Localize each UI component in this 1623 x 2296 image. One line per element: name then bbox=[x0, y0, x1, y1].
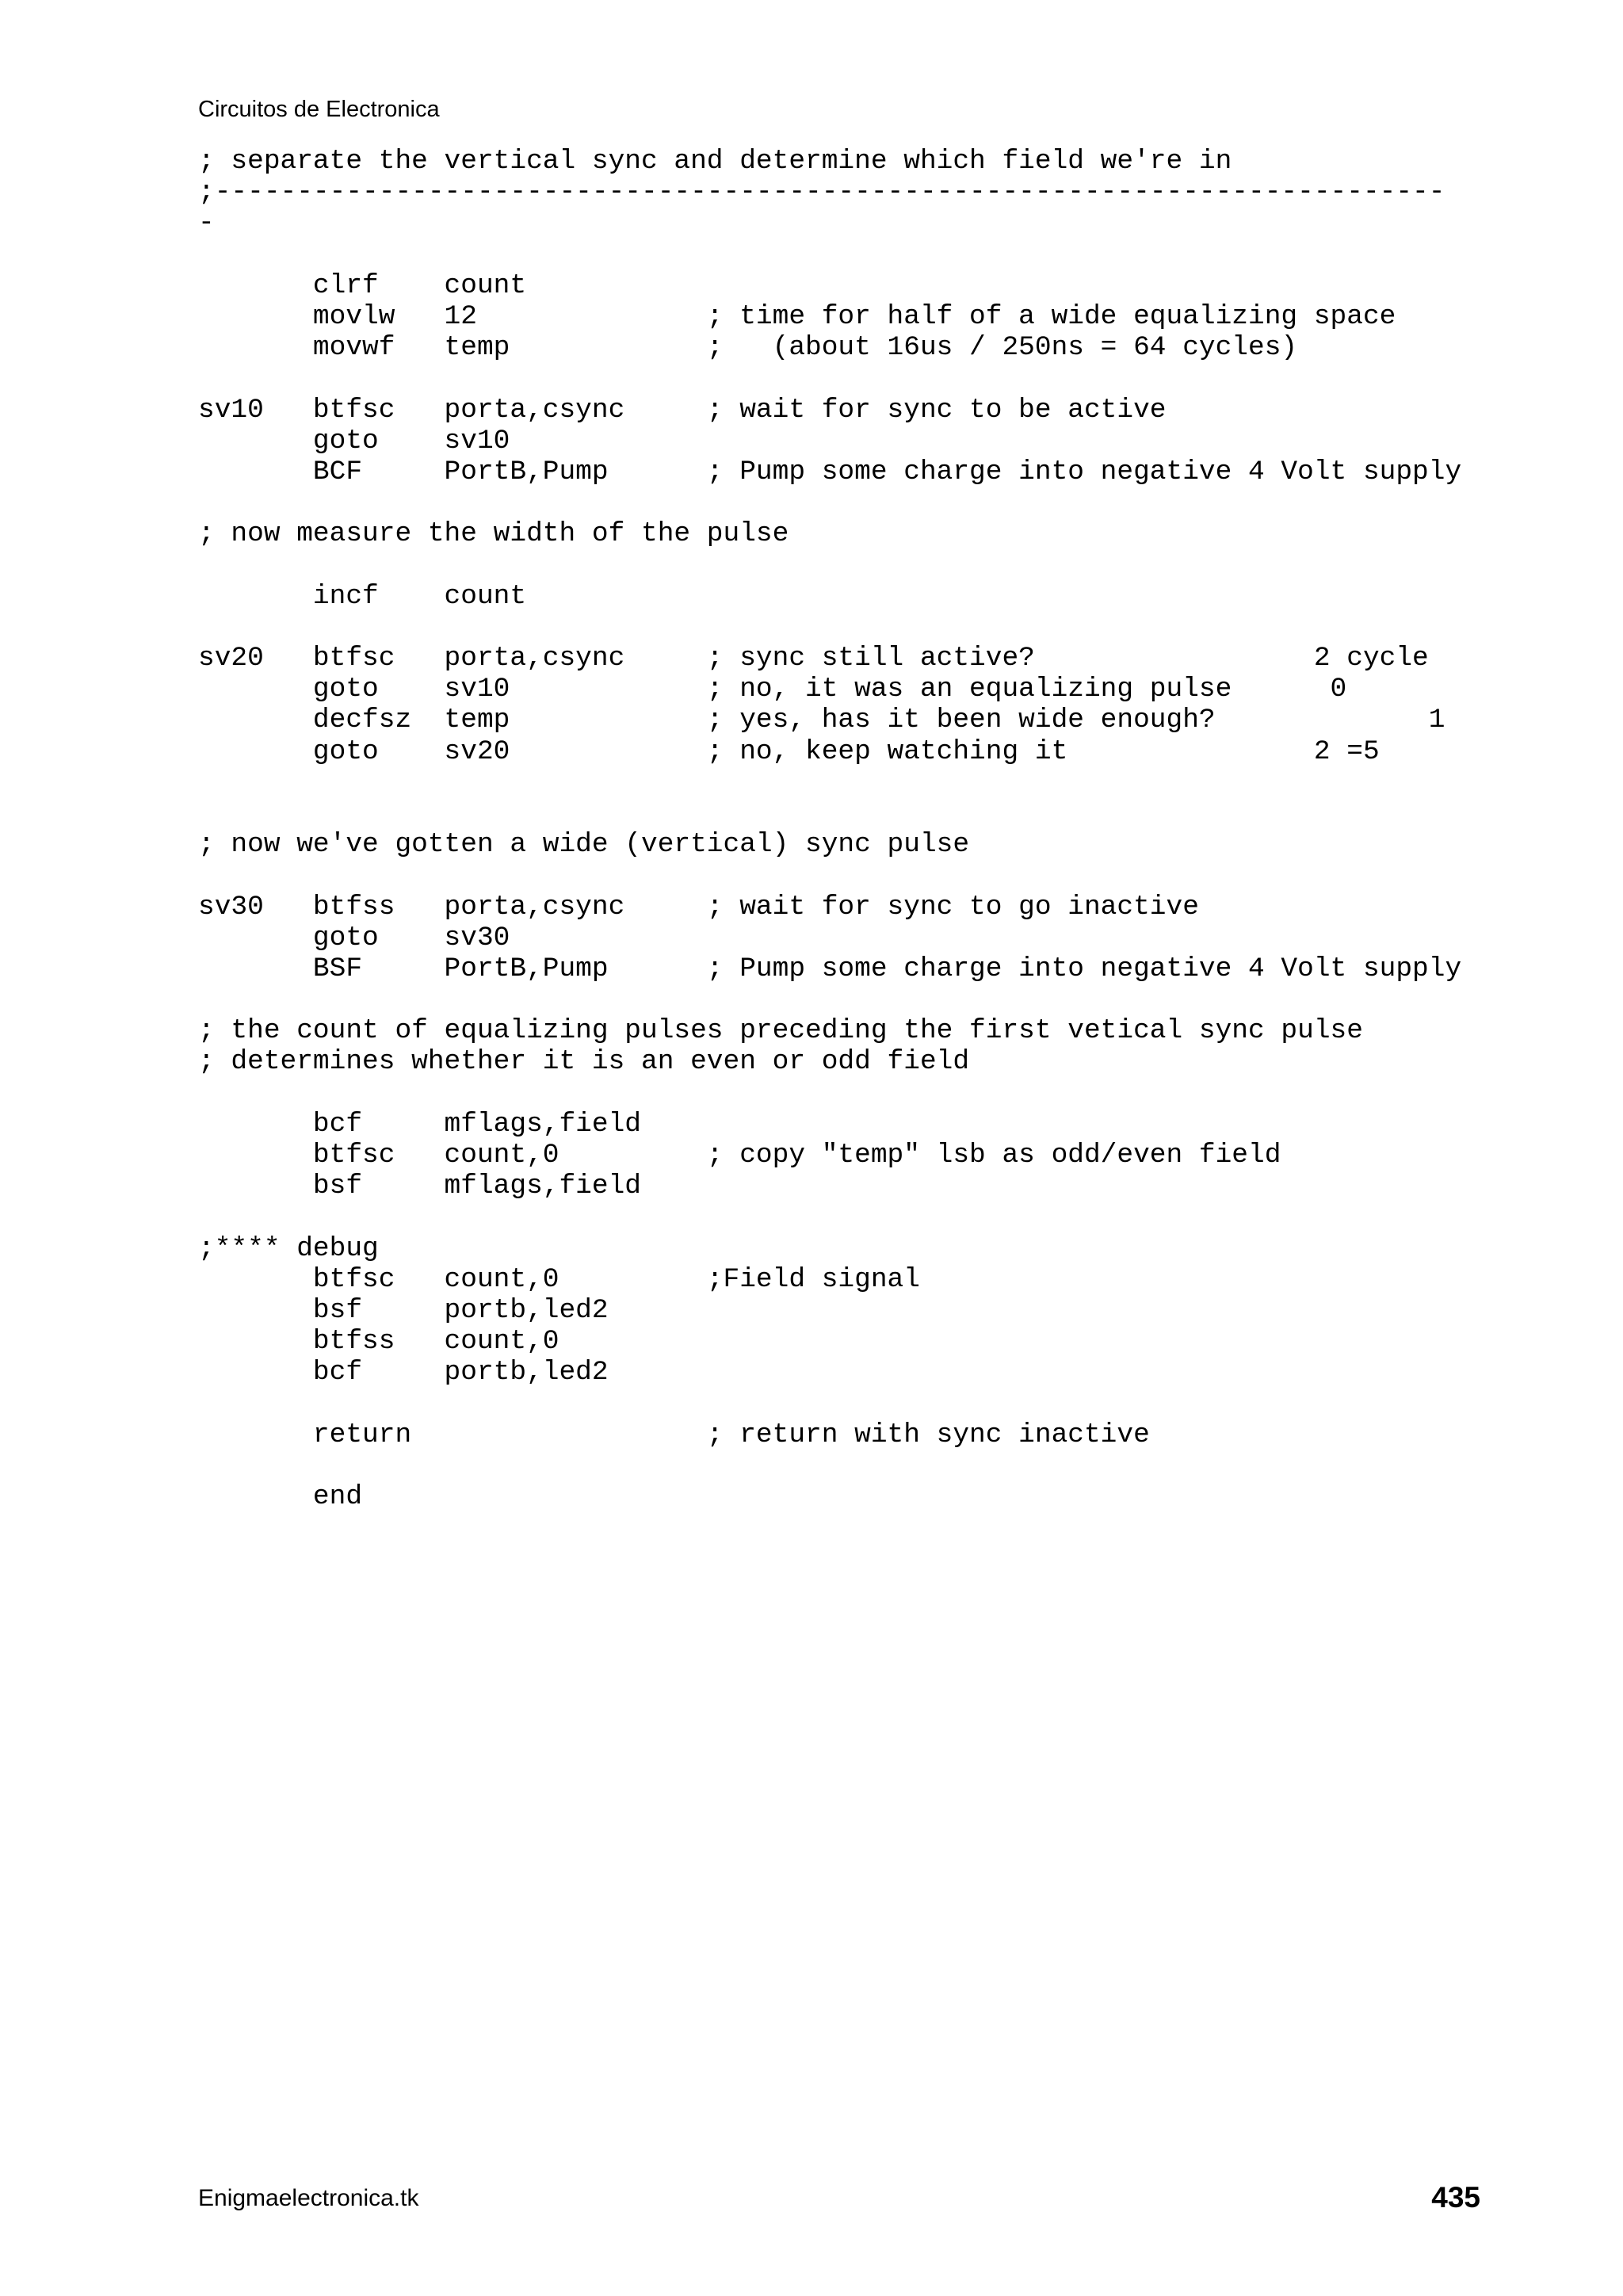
code-line bbox=[198, 1450, 1461, 1481]
code-line bbox=[198, 363, 1461, 394]
code-line: clrf count bbox=[198, 269, 527, 301]
code-line: sv30 btfss porta,csync ; wait for sync to go inactive bbox=[198, 891, 1199, 923]
code-line: sv20 btfsc porta,csync ; sync still active? 2 cycle bbox=[198, 643, 1429, 674]
code-line: bsf mflags,field bbox=[198, 1171, 641, 1202]
code-line: return ; return with sync inactive bbox=[198, 1419, 1150, 1450]
code-line bbox=[198, 1078, 1461, 1109]
code-line: btfsc count,0 ;Field signal bbox=[198, 1263, 920, 1295]
page-number: 435 bbox=[1431, 2181, 1480, 2214]
code-line: end bbox=[198, 1481, 363, 1513]
code-line: BCF PortB,Pump ; Pump some charge into negative 4 Volt supply bbox=[198, 456, 1462, 487]
code-line: ; now we've gotten a wide (vertical) sync pulse bbox=[198, 829, 970, 861]
code-line: goto sv10 bbox=[198, 425, 510, 457]
code-listing bbox=[198, 146, 1461, 1512]
code-line: goto sv20 ; no, keep watching it 2 =5 bbox=[198, 735, 1380, 767]
code-line: - bbox=[198, 208, 215, 239]
code-line: movlw 12 ; time for half of a wide equalizing space bbox=[198, 300, 1396, 332]
code-line: bcf portb,led2 bbox=[198, 1357, 609, 1389]
code-line: goto sv10 ; no, it was an equalizing pulse 0 bbox=[198, 674, 1347, 705]
running-header: Circuitos de Electronica bbox=[198, 97, 440, 122]
code-line: incf count bbox=[198, 580, 527, 612]
code-line: decfsz temp ; yes, has it been wide enough? 1 bbox=[198, 705, 1445, 736]
code-line: sv10 btfsc porta,csync ; wait for sync to be active bbox=[198, 394, 1167, 426]
code-line: movwf temp ; (about 16us / 250ns = 64 cycles) bbox=[198, 332, 1298, 364]
footer-site: Enigmaelectronica.tk bbox=[198, 2185, 419, 2211]
code-line: bsf portb,led2 bbox=[198, 1294, 609, 1326]
code-line bbox=[198, 984, 1461, 1015]
code-line: ;--------------------------------------------------------------------------- bbox=[198, 177, 1445, 208]
code-line: BSF PortB,Pump ; Pump some charge into negative 4 Volt supply bbox=[198, 953, 1462, 984]
code-line: ; the count of equalizing pulses preceding the first vetical sync pulse bbox=[198, 1015, 1363, 1047]
code-line bbox=[198, 487, 1461, 518]
code-line bbox=[198, 798, 1461, 829]
code-line bbox=[198, 1201, 1461, 1232]
code-line: btfsc count,0 ; copy "temp" lsb as odd/even field bbox=[198, 1140, 1281, 1171]
code-line: ;**** debug bbox=[198, 1232, 379, 1264]
code-line: ; determines whether it is an even or odd field bbox=[198, 1046, 970, 1078]
code-line: btfss count,0 bbox=[198, 1326, 559, 1358]
code-line: ; separate the vertical sync and determine which field we're in bbox=[198, 146, 1232, 177]
code-line: bcf mflags,field bbox=[198, 1108, 641, 1140]
code-line bbox=[198, 239, 1461, 270]
code-line bbox=[198, 549, 1461, 580]
code-line bbox=[198, 1389, 1461, 1419]
code-line: ; now measure the width of the pulse bbox=[198, 518, 789, 550]
code-line bbox=[198, 767, 1461, 798]
code-line bbox=[198, 860, 1461, 891]
code-line: goto sv30 bbox=[198, 922, 510, 953]
code-line bbox=[198, 612, 1461, 643]
